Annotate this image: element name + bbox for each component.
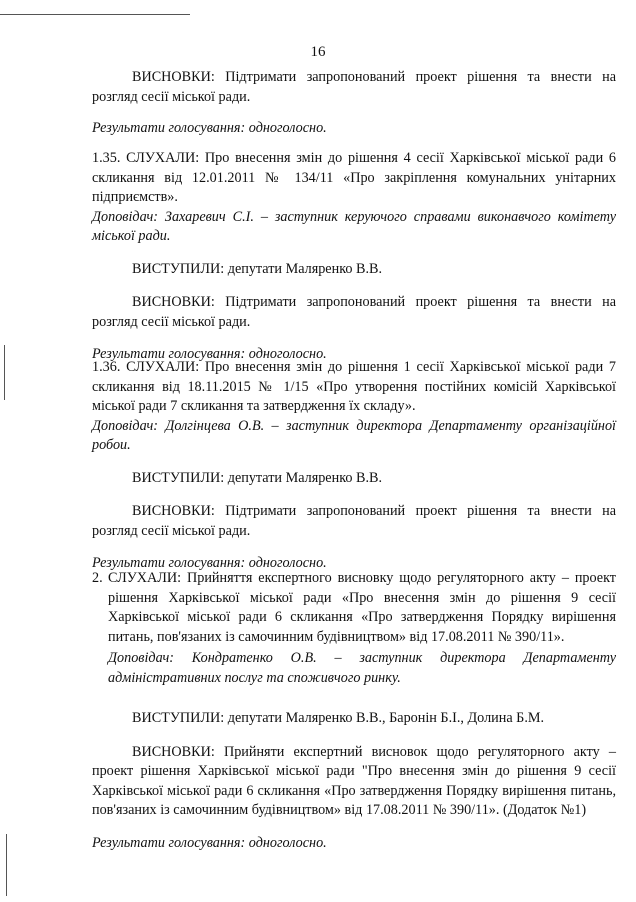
speaker: Доповідач: Долгінцева О.В. – заступник директора Департаменту організаційної робои.: [92, 417, 616, 453]
speaker: Доповідач: Захаревич С.І. – заступник керуючого справами виконавчого комітету міської ради.: [92, 208, 616, 244]
spoke: ВИСТУПИЛИ: депутати Маляренко В.В.: [132, 469, 383, 486]
conclusion: ВИСНОВКИ: Прийняти експертний висновок щодо регуляторного акту – проект рішення Харківської міської ради "Про внесення змін до рішення 9 сесії Харківської міської ради 6 скликання «Про затвердження Порядку вирішення питань, пов'язаних із самочинним будівництвом» від 17.08.2011 № 390/11». (Додаток №1): [92, 743, 616, 818]
page-number: 16: [310, 44, 326, 60]
block-2-continued: [92, 709, 616, 853]
block-2: [92, 569, 616, 688]
voting-result: Результати голосування: одноголосно.: [92, 555, 327, 571]
item-number: 2.: [92, 570, 103, 586]
voting-result: Результати голосування: одноголосно.: [92, 346, 327, 362]
conclusion: ВИСНОВКИ: Підтримати запропонований проект рішення та внести на розгляд сесії міської ради.: [92, 69, 616, 105]
voting-result: Результати голосування: одноголосно.: [92, 834, 327, 851]
block-1-35: [92, 149, 616, 365]
block-1-36: [92, 358, 616, 574]
conclusion: ВИСНОВКИ: Підтримати запропонований проект рішення та внести на розгляд сесії міської ради.: [92, 294, 616, 330]
spoke: ВИСТУПИЛИ: депутати Маляренко В.В., Баронін Б.І., Долина Б.М.: [132, 710, 545, 726]
heard: 1.36. СЛУХАЛИ: Про внесення змін до рішення 1 сесії Харківської міської ради 7 скликання від 18.11.2015 № 1/15 «Про утворення постійних комісій Харківської міської ради 7 скликання та затвердження їх складу».: [92, 359, 616, 414]
scan-edge-left: [4, 345, 5, 400]
scan-edge-left: [6, 834, 7, 896]
conclusion: ВИСНОВКИ: Підтримати запропонований проект рішення та внести на розгляд сесії міської ради.: [92, 503, 616, 539]
heard: 1.35. СЛУХАЛИ: Про внесення змін до рішення 4 сесії Харківської міської ради 6 скликання від 12.01.2011 № 134/11 «Про закріплення комунальних унітарних підприємств».: [92, 150, 616, 205]
heard: СЛУХАЛИ: Прийняття експертного висновку щодо регуляторного акту – проект рішення Харківської міської ради «Про внесення змін до рішення 9 сесії Харківської міської ради 6 скликання «Про затвердження Порядку вирішення питань, пов'язаних із самочинним будівництвом» від 17.08.2011 № 390/11».: [108, 570, 616, 645]
block-1: [92, 68, 616, 139]
scan-edge-top: [0, 14, 190, 15]
voting-result: Результати голосування: одноголосно.: [92, 120, 327, 136]
speaker: Доповідач: Кондратенко О.В. – заступник директора Департаменту адміністративних послуг та споживчого ринку.: [108, 650, 616, 686]
spoke: ВИСТУПИЛИ: депутати Маляренко В.В.: [132, 260, 383, 277]
